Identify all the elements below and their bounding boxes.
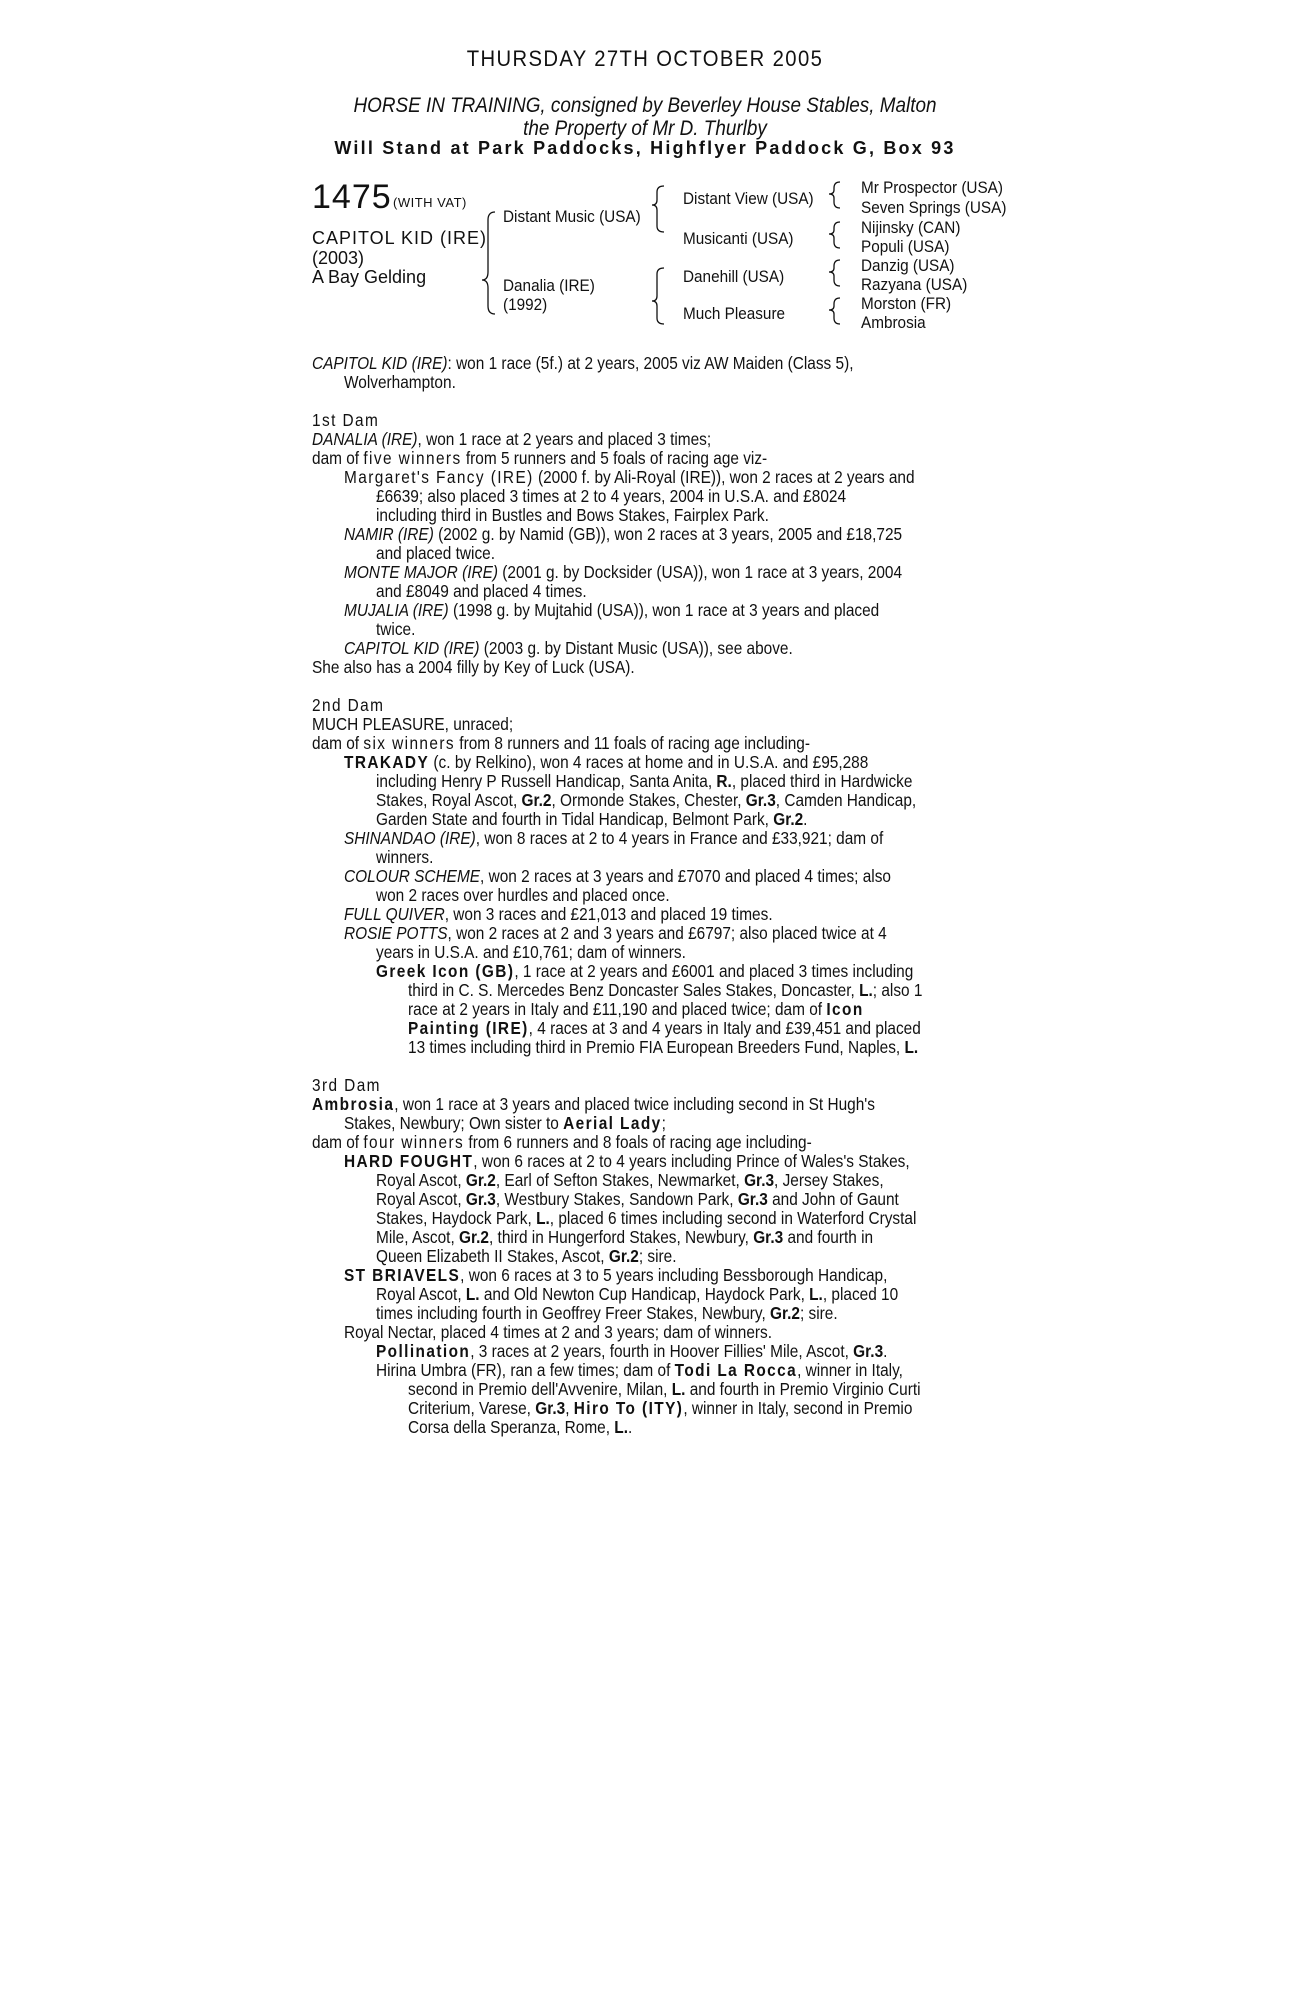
lot-number: 1475 xyxy=(312,178,392,216)
greek-icon-line-5: 13 times including third in Premio FIA European Breeders Fund, Naples, L. xyxy=(408,1037,919,1057)
hard-fought-line-2: Royal Ascot, Gr.2, Earl of Sefton Stakes, Newmarket, Gr.3, Jersey Stakes, xyxy=(376,1170,884,1190)
hirina-umbra-line-3: Criterium, Varese, Gr.3, Hiro To (ITY), winner in Italy, second in Premio xyxy=(408,1398,913,1418)
pedigree-sire-sire: Distant View (USA) xyxy=(683,189,814,208)
third-dam-line-2: Stakes, Newbury; Own sister to Aerial Lady; xyxy=(344,1113,666,1133)
pedigree-dam-dam: Much Pleasure xyxy=(683,304,786,323)
pedigree-sire: Distant Music (USA) xyxy=(503,207,641,226)
vat-note: (WITH VAT) xyxy=(393,195,467,210)
pedigree-g8: Ambrosia xyxy=(861,313,926,332)
hirina-umbra-line-2: second in Premio dell'Avvenire, Milan, L. and fourth in Premio Virginio Curti xyxy=(408,1379,921,1399)
first-dam-produce-2: NAMIR (IRE) (2002 g. by Namid (GB)), won 2 races at 3 years, 2005 and £18,725 xyxy=(344,524,903,544)
pedigree-sire-dam: Musicanti (USA) xyxy=(683,229,794,248)
third-dam-heading: 3rd Dam xyxy=(312,1075,381,1095)
second-dam-line-2: dam of six winners from 8 runners and 11 foals of racing age including- xyxy=(312,733,811,753)
trakady-line-1: TRAKADY (c. by Relkino), won 4 races at home and in U.S.A. and £95,288 xyxy=(344,752,869,772)
greek-icon-line-2: third in C. S. Mercedes Benz Doncaster Sales Stakes, Doncaster, L.; also 1 xyxy=(408,980,923,1000)
full-quiver-line: FULL QUIVER, won 3 races and £21,013 and placed 19 times. xyxy=(344,904,773,924)
second-dam-heading: 2nd Dam xyxy=(312,695,385,715)
shinandao-line-2: winners. xyxy=(376,847,434,867)
shinandao-line-1: SHINANDAO (IRE), won 8 races at 2 to 4 years in France and £33,921; dam of xyxy=(344,828,884,848)
first-dam-produce-5: CAPITOL KID (IRE) (2003 g. by Distant Music (USA)), see above. xyxy=(344,638,793,658)
pedigree-g3: Nijinsky (CAN) xyxy=(861,218,961,237)
horse-name: CAPITOL KID (IRE) xyxy=(312,228,488,248)
pedigree-braces xyxy=(480,180,880,340)
horse-description: A Bay Gelding xyxy=(312,267,427,287)
pedigree-g7: Morston (FR) xyxy=(861,294,952,313)
first-dam-line-2: dam of five winners from 5 runners and 5 foals of racing age viz- xyxy=(312,448,768,468)
st-briavels-line-1: ST BRIAVELS, won 6 races at 3 to 5 years including Bessborough Handicap, xyxy=(344,1265,888,1285)
trakady-line-3: Stakes, Royal Ascot, Gr.2, Ormonde Stakes, Chester, Gr.3, Camden Handicap, xyxy=(376,790,917,810)
trakady-line-4: Garden State and fourth in Tidal Handicap, Belmont Park, Gr.2. xyxy=(376,809,808,829)
pedigree-dam: Danalia (IRE) xyxy=(503,276,595,295)
colour-scheme-line-1: COLOUR SCHEME, won 2 races at 3 years and £7070 and placed 4 times; also xyxy=(344,866,891,886)
summary-line-2: Wolverhampton. xyxy=(344,372,456,392)
hard-fought-line-4: Stakes, Haydock Park, L., placed 6 times including second in Waterford Crystal xyxy=(376,1208,917,1228)
greek-icon-line-4: Painting (IRE), 4 races at 3 and 4 years in Italy and £39,451 and placed xyxy=(408,1018,921,1038)
rosie-potts-line-1: ROSIE POTTS, won 2 races at 2 and 3 years and £6797; also placed twice at 4 xyxy=(344,923,887,943)
st-briavels-line-3: times including fourth in Geoffrey Freer Stakes, Newbury, Gr.2; sire. xyxy=(376,1303,838,1323)
first-dam-produce-3-l2: and £8049 and placed 4 times. xyxy=(376,581,587,601)
first-dam-produce-4-l2: twice. xyxy=(376,619,416,639)
trakady-line-2: including Henry P Russell Handicap, Santa Anita, R., placed third in Hardwicke xyxy=(376,771,913,791)
summary-line-1: CAPITOL KID (IRE): won 1 race (5f.) at 2 years, 2005 viz AW Maiden (Class 5), xyxy=(312,353,854,373)
greek-icon-line-1: Greek Icon (GB), 1 race at 2 years and £6001 and placed 3 times including xyxy=(376,961,914,981)
first-dam-produce-2-l2: and placed twice. xyxy=(376,543,496,563)
royal-nectar-line: Royal Nectar, placed 4 times at 2 and 3 years; dam of winners. xyxy=(344,1322,772,1342)
greek-icon-line-3: race at 2 years in Italy and £11,190 and placed twice; dam of Icon xyxy=(408,999,864,1019)
colour-scheme-line-2: won 2 races over hurdles and placed once. xyxy=(376,885,670,905)
first-dam-produce-1: Margaret's Fancy (IRE) (2000 f. by Ali-Royal (IRE)), won 2 races at 2 years and xyxy=(344,467,915,487)
horse-year: (2003) xyxy=(312,248,365,268)
st-briavels-line-2: Royal Ascot, L. and Old Newton Cup Handicap, Haydock Park, L., placed 10 xyxy=(376,1284,899,1304)
pedigree-g1: Mr Prospector (USA) xyxy=(861,178,1003,197)
consignment-info xyxy=(65,94,1226,140)
first-dam-line-1: DANALIA (IRE), won 1 race at 2 years and placed 3 times; xyxy=(312,429,712,449)
pedigree-dam-year: (1992) xyxy=(503,295,548,314)
first-dam-heading: 1st Dam xyxy=(312,410,380,430)
pedigree-g5: Danzig (USA) xyxy=(861,256,955,275)
rosie-potts-line-2: years in U.S.A. and £10,761; dam of winners. xyxy=(376,942,686,962)
hard-fought-line-6: Queen Elizabeth II Stakes, Ascot, Gr.2; sire. xyxy=(376,1246,677,1266)
consignment-line-1: HORSE IN TRAINING, consigned by Beverley House Stables, Malton xyxy=(353,94,937,117)
third-dam-line-1: Ambrosia, won 1 race at 3 years and placed twice including second in St Hugh's xyxy=(312,1094,875,1114)
pedigree-dam-sire: Danehill (USA) xyxy=(683,267,785,286)
hard-fought-line-3: Royal Ascot, Gr.3, Westbury Stakes, Sandown Park, Gr.3 and John of Gaunt xyxy=(376,1189,899,1209)
second-dam-line-1: MUCH PLEASURE, unraced; xyxy=(312,714,514,734)
hard-fought-line-1: HARD FOUGHT, won 6 races at 2 to 4 years including Prince of Wales's Stakes, xyxy=(344,1151,910,1171)
third-dam-line-3: dam of four winners from 6 runners and 8 foals of racing age including- xyxy=(312,1132,812,1152)
hard-fought-line-5: Mile, Ascot, Gr.2, third in Hungerford Stakes, Newbury, Gr.3 and fourth in xyxy=(376,1227,874,1247)
pollination-line: Pollination, 3 races at 2 years, fourth in Hoover Fillies' Mile, Ascot, Gr.3. xyxy=(376,1341,888,1361)
sale-date: THURSDAY 27TH OCTOBER 2005 xyxy=(466,46,824,71)
first-dam-also: She also has a 2004 filly by Key of Luck (USA). xyxy=(312,657,635,677)
first-dam-produce-1-l3: including third in Bustles and Bows Stakes, Fairplex Park. xyxy=(376,505,769,525)
consignment-line-2: the Property of Mr D. Thurlby xyxy=(523,117,767,140)
hirina-umbra-line-4: Corsa della Speranza, Rome, L.. xyxy=(408,1417,633,1437)
pedigree-g6: Razyana (USA) xyxy=(861,275,968,294)
first-dam-produce-1-l2: £6639; also placed 3 times at 2 to 4 years, 2004 in U.S.A. and £8024 xyxy=(376,486,847,506)
pedigree-g2: Seven Springs (USA) xyxy=(861,198,1007,217)
first-dam-produce-4: MUJALIA (IRE) (1998 g. by Mujtahid (USA)), won 1 race at 3 years and placed xyxy=(344,600,880,620)
stand-location: Will Stand at Park Paddocks, Highflyer Paddock G, Box 93 xyxy=(334,138,956,158)
first-dam-produce-3: MONTE MAJOR (IRE) (2001 g. by Docksider (USA)), won 1 race at 3 years, 2004 xyxy=(344,562,903,582)
hirina-umbra-line-1: Hirina Umbra (FR), ran a few times; dam of Todi La Rocca, winner in Italy, xyxy=(376,1360,903,1380)
pedigree-g4: Populi (USA) xyxy=(861,237,950,256)
